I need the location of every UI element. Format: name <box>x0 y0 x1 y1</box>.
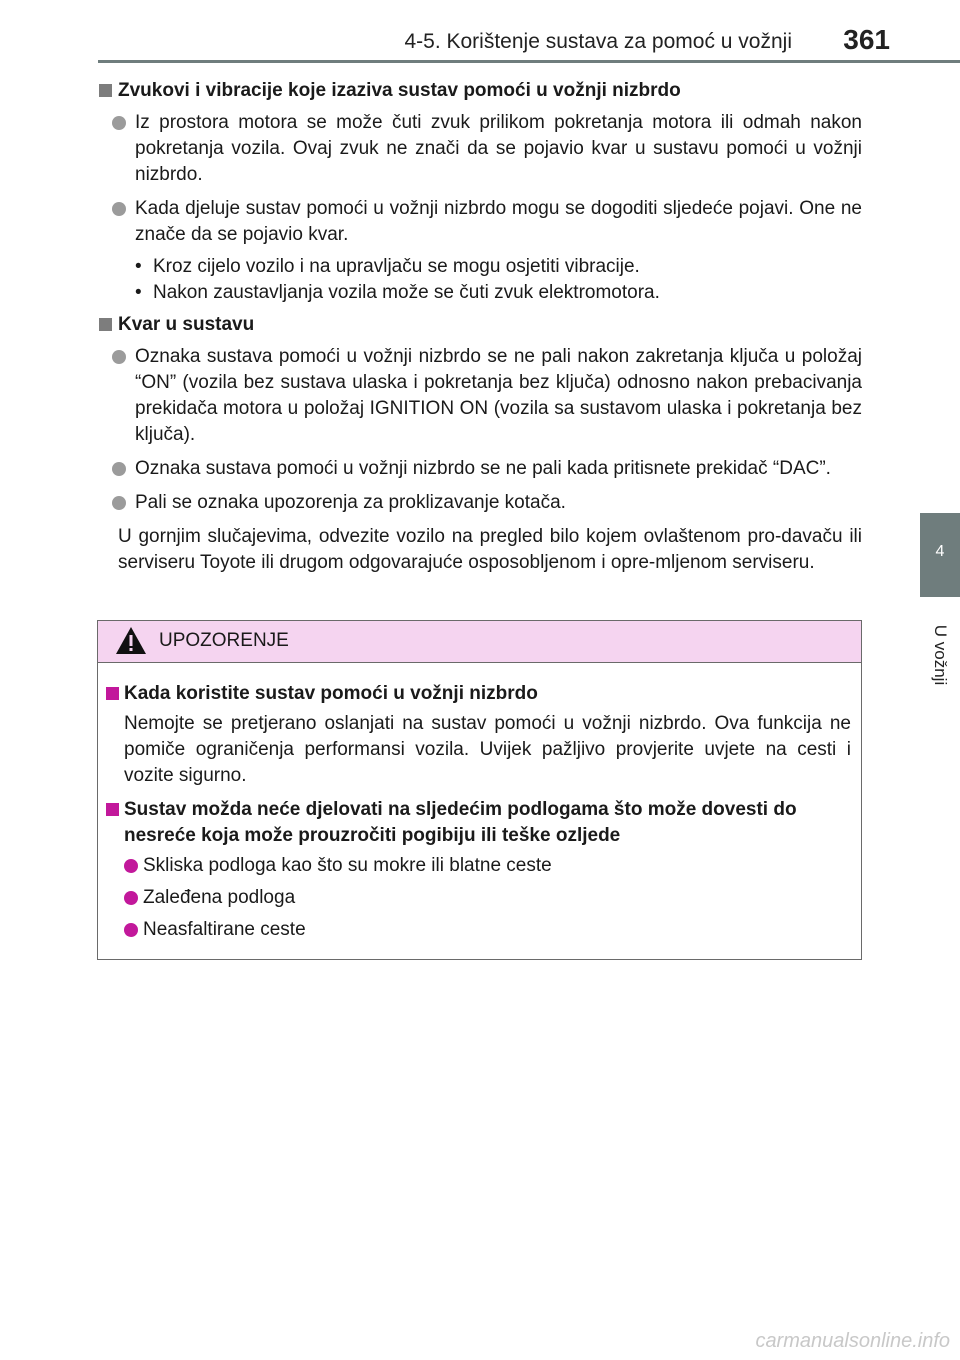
warning-list-item <box>106 853 851 879</box>
sub-list <box>98 254 862 306</box>
square-bullet-icon <box>99 318 112 331</box>
circle-bullet-icon <box>112 462 126 476</box>
warning-item-title <box>106 681 851 707</box>
chapter-label-text: U vožnji <box>931 624 950 686</box>
advice-paragraph: U gornjim slučajevima, odvezite vozilo na pregled bilo kojem ovlaštenom pro-davaču ili serviseru Toyote ili drugom odgovarajuće osposobljenom i opre-mljenom serviseru. <box>118 526 862 573</box>
list-item-text: Oznaka sustava pomoći u vožnji nizbrdo se ne pali kada pritisnete prekidač “DAC”. <box>135 458 831 479</box>
square-bullet-icon <box>99 84 112 97</box>
circle-bullet-icon <box>112 116 126 130</box>
list-item <box>98 490 862 516</box>
warning-box <box>97 620 862 960</box>
sub-list-item <box>135 254 862 280</box>
page-number: 361 <box>843 24 890 55</box>
watermark: carmanualsonline.info <box>755 1330 950 1352</box>
header-rule <box>98 60 960 63</box>
list-item-text: Kada djeluje sustav pomoći u vožnji nizbrdo mogu se dogoditi sljedeće pojavi. One ne znače da se pojavio kvar. <box>135 198 862 245</box>
circle-bullet-icon <box>112 496 126 510</box>
square-bullet-icon <box>106 687 119 700</box>
warning-list-item-text: Zaleđena podloga <box>143 887 296 908</box>
warning-heading: UPOZORENJE <box>159 630 289 651</box>
dot-bullet-icon: • <box>135 282 142 303</box>
warning-item-text: Nemojte se pretjerano oslanjati na sustav pomoći u vožnji nizbrdo. Ova funkcija ne pomiče ograničenja performansi vozila. Uvijek pažljivo provjerite uvjete na cesti i vozite sigurno. <box>124 713 851 786</box>
list-item-text: Oznaka sustava pomoći u vožnji nizbrdo se ne pali nakon zakretanja ključa u položaj “ON” (vozila bez sustava ulaska i pokretanja bez ključa) odnosno nakon prebacivanja prekidača motora u položaj IGNITION ON (vozila sa sustavom ulaska i pokretanja bez ključa). <box>135 346 862 445</box>
section-heading-sounds <box>98 78 862 104</box>
warning-list-item <box>106 885 851 911</box>
warning-body <box>98 663 861 943</box>
list-item <box>98 456 862 482</box>
sub-list-item <box>135 280 862 306</box>
section-heading-fault <box>98 312 862 338</box>
sub-list-item-text: Kroz cijelo vozilo i na upravljaču se mogu osjetiti vibracije. <box>153 256 640 277</box>
warning-triangle-icon <box>115 626 147 655</box>
section-title: 4-5. Korištenje sustava za pomoć u vožnji <box>404 30 792 53</box>
circle-bullet-icon <box>124 923 138 937</box>
warning-list-item-text: Skliska podloga kao što su mokre ili blatne ceste <box>143 855 552 876</box>
section-heading-text: Zvukovi i vibracije koje izaziva sustav pomoći u vožnji nizbrdo <box>118 80 681 101</box>
warning-item-title-text: Kada koristite sustav pomoći u vožnji nizbrdo <box>124 683 538 704</box>
warning-item-title-text: Sustav možda neće djelovati na sljedećim podlogama što može dovesti do nesreće koja može prouzročiti pogibiju ili teške ozljede <box>124 799 797 846</box>
sub-list-item-text: Nakon zaustavljanja vozila može se čuti zvuk elektromotora. <box>153 282 660 303</box>
list-item <box>98 344 862 448</box>
section-heading-text: Kvar u sustavu <box>118 314 255 335</box>
dot-bullet-icon: • <box>135 256 142 277</box>
warning-list-item-text: Neasfaltirane ceste <box>143 919 306 940</box>
chapter-label <box>925 610 955 700</box>
list-item <box>98 110 862 188</box>
circle-bullet-icon <box>124 891 138 905</box>
list-item-text: Iz prostora motora se može čuti zvuk prilikom pokretanja motora ili odmah nakon pokretanja vozila. Ovaj zvuk ne znači da se pojavio kvar u sustavu pomoći u vožnji nizbrdo. <box>135 112 862 185</box>
warning-header <box>98 621 861 663</box>
circle-bullet-icon <box>124 859 138 873</box>
circle-bullet-icon <box>112 350 126 364</box>
warning-list-item <box>106 917 851 943</box>
warning-item-title <box>106 797 851 849</box>
page-header <box>0 0 960 60</box>
main-content <box>98 78 862 576</box>
square-bullet-icon <box>106 803 119 816</box>
circle-bullet-icon <box>112 202 126 216</box>
list-item <box>98 196 862 248</box>
list-item-text: Pali se oznaka upozorenja za proklizavanje kotača. <box>135 492 566 513</box>
chapter-tab <box>920 513 960 597</box>
chapter-number: 4 <box>935 543 945 560</box>
